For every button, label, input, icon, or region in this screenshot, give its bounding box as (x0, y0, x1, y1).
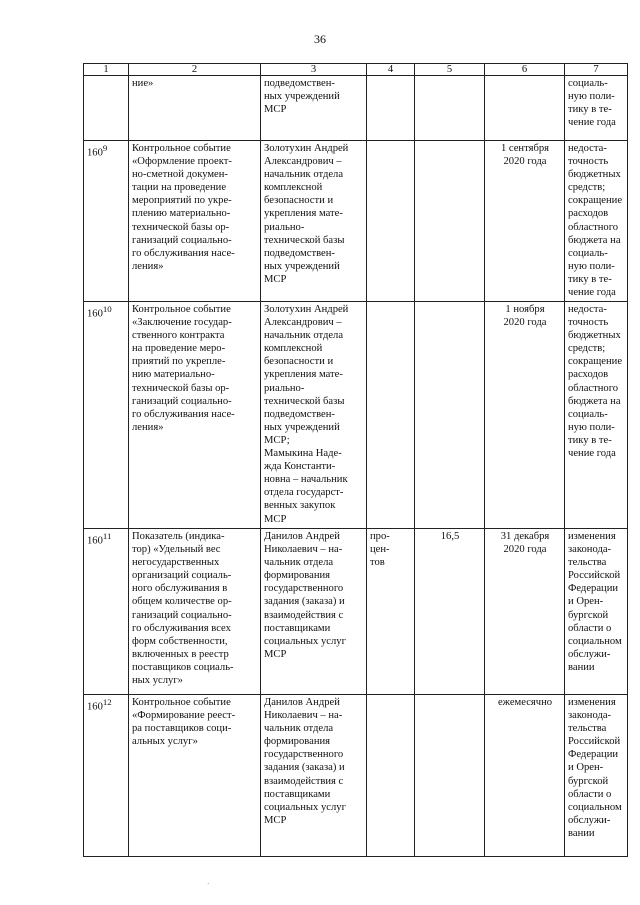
table-row (84, 141, 628, 302)
value-cell (415, 76, 485, 141)
plan-table (83, 63, 628, 857)
unit-cell (367, 302, 415, 529)
value-cell (415, 695, 485, 857)
column-header: 6 (485, 64, 565, 76)
value-cell: 16,5 (415, 529, 485, 695)
value-cell (415, 141, 485, 302)
risk-cell: недоста- точность бюджетных средств; сокращение расходов областного бюджета на социаль- ную поли- тику в те- чение года (565, 141, 628, 302)
responsible-cell: Данилов Андрей Николаевич – на- чальник отдела формирования государственного задания (заказа) и взаимодействия с поставщиками социальных услуг МСР (261, 695, 367, 857)
row-number-cell (84, 302, 129, 529)
row-number: 160 (87, 308, 103, 320)
responsible-cell: Золотухин Андрей Александрович – начальник отдела комплексной безопасности и укрепления мате- риально- технической базы подведомствен- ных учреждений МСР; Мамыкина Наде- жда Константи- новна – начальник отдела государст- венных закупок МСР (261, 302, 367, 529)
unit-cell: про- цен- тов (367, 529, 415, 695)
date-cell: 1 сентября 2020 года (485, 141, 565, 302)
date-cell: ежемесячно (485, 695, 565, 857)
row-number-sup: 9 (102, 143, 108, 153)
event-name-cell: Контрольное событие «Заключение государ- ственного контракта на проведение меро- приятий по укрепле- нию материально- технической базы ор- ганизаций социально- го обслуживания насе- ления» (129, 302, 261, 529)
unit-cell (367, 76, 415, 141)
date-cell: 1 ноября 2020 года (485, 302, 565, 529)
risk-cell: недоста- точность бюджетных средств; сокращение расходов областного бюджета на социаль- ную поли- тику в те- чение года (565, 302, 628, 529)
row-number: 160 (87, 701, 103, 713)
column-header: 5 (415, 64, 485, 76)
risk-cell: изменения законода- тельства Российской Федерации и Орен- бургской области о социальном обслужи- вании (565, 529, 628, 695)
column-header: 1 (84, 64, 129, 76)
column-header: 2 (129, 64, 261, 76)
row-number-cell (84, 141, 129, 302)
row-number-cell (84, 529, 129, 695)
date-cell (485, 76, 565, 141)
risk-cell: изменения законода- тельства Российской Федерации и Орен- бургской области о социальном обслужи- вании (565, 695, 628, 857)
row-number-sup: 11 (102, 531, 112, 541)
scan-speck: · (207, 880, 210, 888)
value-cell (415, 302, 485, 529)
table-row (84, 76, 628, 141)
event-name-cell: Контрольное событие «Оформление проект- но-сметной докумен- тации на проведение мероприятий по укре- плению материально- технической базы ор- ганизаций социально- го обслуживания насе- ления» (129, 141, 261, 302)
row-number-cell (84, 76, 129, 141)
row-number: 160 (87, 535, 103, 547)
row-number-sup: 10 (102, 304, 112, 314)
table-row (84, 695, 628, 857)
risk-cell: социаль- ную поли- тику в те- чение года (565, 76, 628, 141)
column-header: 3 (261, 64, 367, 76)
responsible-cell: подведомствен- ных учреждений МСР (261, 76, 367, 141)
responsible-cell: Золотухин Андрей Александрович – начальник отдела комплексной безопасности и укрепления мате- риально- технической базы подведомствен- ных учреждений МСР (261, 141, 367, 302)
header-row (84, 64, 628, 76)
row-number-cell (84, 695, 129, 857)
table-row (84, 302, 628, 529)
event-name-cell: ние» (129, 76, 261, 141)
table-row (84, 529, 628, 695)
column-header: 4 (367, 64, 415, 76)
unit-cell (367, 141, 415, 302)
responsible-cell: Данилов Андрей Николаевич – на- чальник отдела формирования государственного задания (заказа) и взаимодействия с поставщиками социальных услуг МСР (261, 529, 367, 695)
unit-cell (367, 695, 415, 857)
date-cell: 31 декабря 2020 года (485, 529, 565, 695)
row-number: 160 (87, 147, 103, 159)
event-name-cell: Контрольное событие «Формирование реест- ра поставщиков соци- альных услуг» (129, 695, 261, 857)
event-name-cell: Показатель (индика- тор) «Удельный вес негосударственных организаций социаль- ного обслуживания в общем количестве ор- ганизаций социально- го обслуживания всех форм собственности, включенных в реестр поставщиков социаль- ных услуг» (129, 529, 261, 695)
column-header: 7 (565, 64, 628, 76)
page-number: 36 (314, 32, 326, 46)
row-number-sup: 12 (102, 697, 112, 707)
